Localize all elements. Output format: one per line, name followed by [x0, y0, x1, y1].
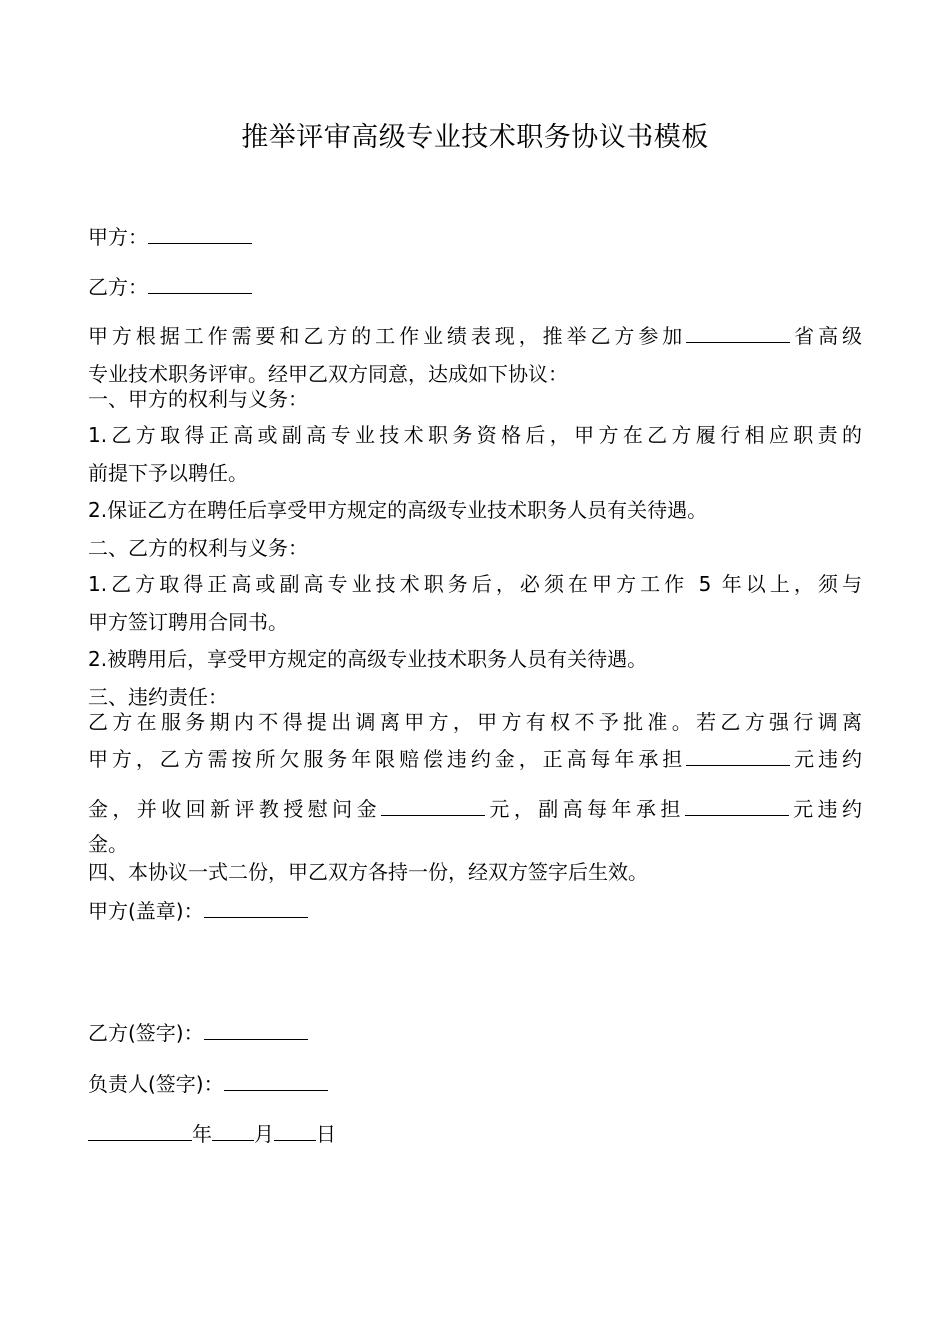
penalty-full-blank [686, 743, 790, 766]
section-3-heading: 三、违约责任： [88, 685, 228, 709]
sign-party-a-label: 甲方(盖章)： [88, 899, 204, 923]
date-year-blank [88, 1118, 192, 1141]
document-title: 推举评审高级专业技术职务协议书模板 [241, 122, 709, 153]
party-a-label: 甲方： [88, 225, 148, 249]
intro-text-b: 省高级 [790, 324, 863, 348]
s3-line3-text-a: 金，并收回新评教授慰问金 [88, 797, 381, 821]
party-b-blank [148, 271, 252, 294]
s3-line2 [88, 743, 862, 774]
s3-line4: 金。 [88, 832, 128, 856]
sign-party-a-blank [204, 895, 308, 918]
date-day-blank [274, 1118, 316, 1141]
s1-item1-line1: 1.乙方取得正高或副高专业技术职务资格后，甲方在乙方履行相应职责的 [88, 423, 862, 447]
bonus-blank [381, 793, 485, 816]
sign-party-b-label: 乙方(签字)： [88, 1021, 204, 1045]
sign-party-a [88, 895, 308, 926]
s3-line2-text-b: 元违约 [790, 747, 863, 771]
sign-party-b-blank [204, 1017, 308, 1040]
province-blank [686, 320, 790, 343]
section-1-heading: 一、甲方的权利与义务： [88, 387, 308, 411]
sign-head-label: 负责人(签字)： [88, 1072, 224, 1096]
party-a-line [88, 221, 252, 252]
sign-party-b [88, 1017, 308, 1048]
s3-line3 [88, 793, 862, 824]
s3-line3-text-b: 元，副高每年承担 [485, 797, 685, 821]
s1-item2: 2.保证乙方在聘任后享受甲方规定的高级专业技术职务人员有关待遇。 [88, 498, 708, 522]
s2-item1-line1: 1.乙方取得正高或副高专业技术职务后，必须在甲方工作 5 年以上，须与 [88, 572, 862, 596]
s1-item1-line2: 前提下予以聘任。 [88, 461, 248, 485]
s2-item1-line2: 甲方签订聘用合同书。 [88, 610, 288, 634]
date-day-label: 日 [316, 1122, 336, 1146]
sign-head [88, 1068, 328, 1099]
intro-line-2: 专业技术职务评审。经甲乙双方同意，达成如下协议： [88, 362, 568, 386]
s3-line1: 乙方在服务期内不得提出调离甲方，甲方有权不予批准。若乙方强行调离 [88, 710, 862, 734]
party-b-label: 乙方： [88, 275, 148, 299]
penalty-associate-blank [685, 793, 789, 816]
date-month-label: 月 [254, 1122, 274, 1146]
party-a-blank [148, 221, 252, 244]
intro-line-1 [88, 320, 862, 351]
s3-line3-text-c: 元违约 [788, 797, 863, 821]
date-line [88, 1118, 336, 1149]
sign-head-blank [224, 1068, 328, 1091]
intro-text-a: 甲方根据工作需要和乙方的工作业绩表现，推举乙方参加 [88, 324, 687, 348]
s3-line2-text-a: 甲方，乙方需按所欠服务年限赔偿违约金，正高每年承担 [88, 747, 687, 771]
s2-item2: 2.被聘用后，享受甲方规定的高级专业技术职务人员有关待遇。 [88, 647, 648, 671]
date-year-label: 年 [192, 1122, 212, 1146]
section-4: 四、本协议一式二份，甲乙双方各持一份，经双方签字后生效。 [88, 860, 648, 884]
section-2-heading: 二、乙方的权利与义务： [88, 536, 308, 560]
date-month-blank [212, 1118, 254, 1141]
party-b-line [88, 271, 252, 302]
